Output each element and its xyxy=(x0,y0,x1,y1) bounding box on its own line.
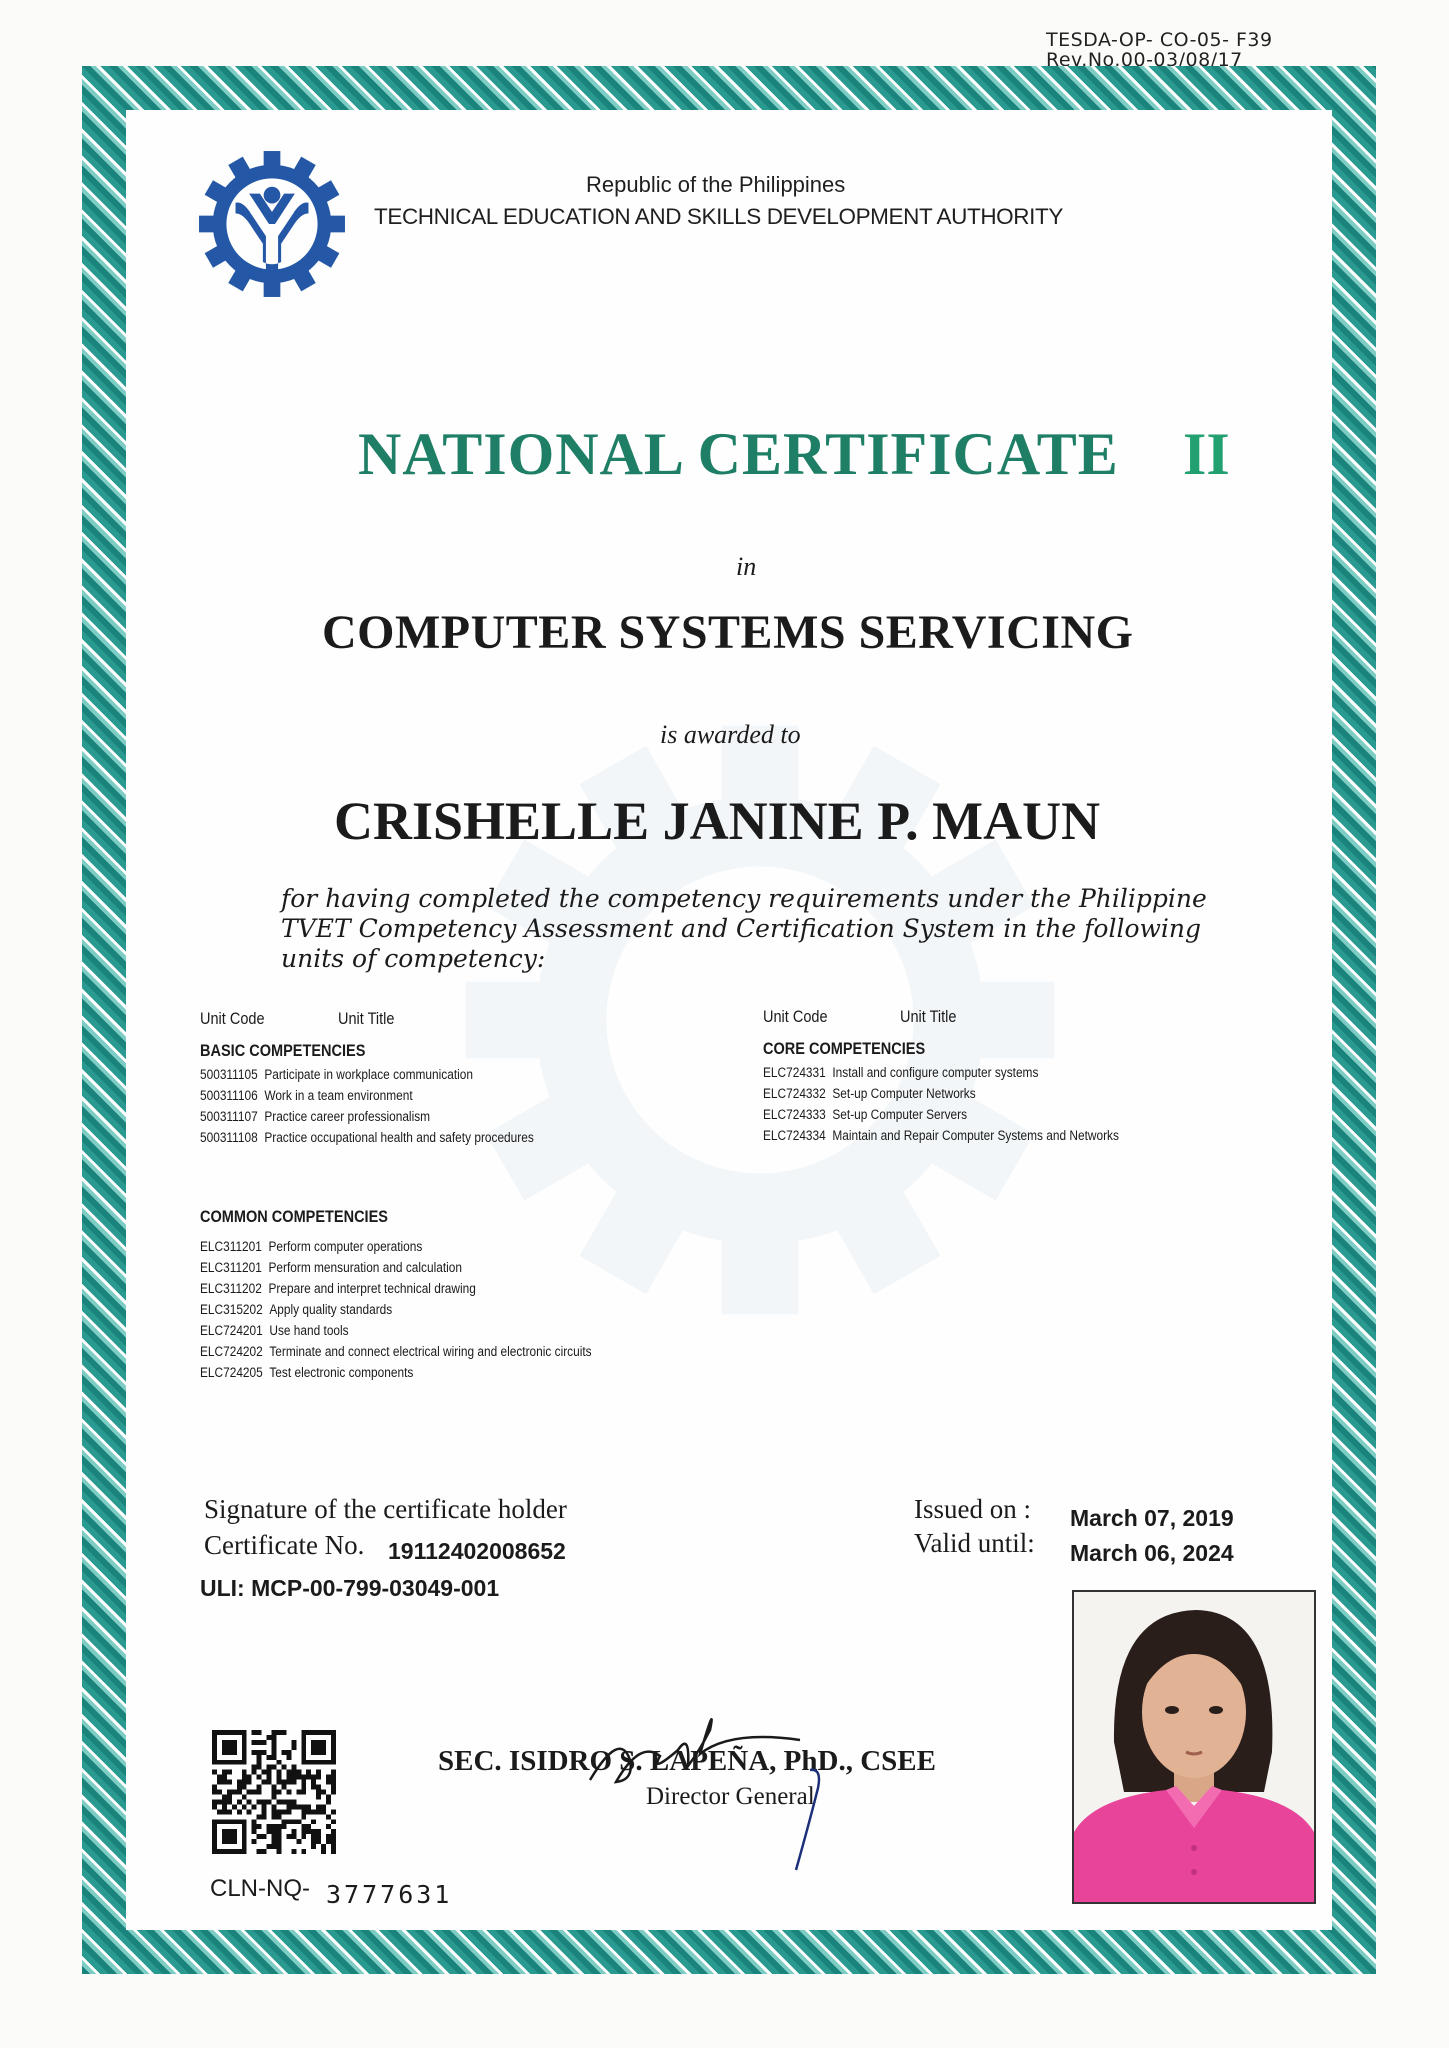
statement-line: TVET Competency Assessment and Certification System in the following xyxy=(281,914,1202,943)
list-item: ELC315202 Apply quality standards xyxy=(200,1302,393,1317)
list-item: ELC724202 Terminate and connect electrical wiring and electronic circuits xyxy=(200,1344,592,1359)
form-revision-line: Rev.No.00-03/08/17 xyxy=(1046,49,1243,71)
list-item: 500311105 Participate in workplace communication xyxy=(200,1067,473,1082)
statement-line: for having completed the competency requirements under the Philippine xyxy=(281,884,1207,913)
gear-tooth xyxy=(722,1206,799,1315)
list-item: ELC724205 Test electronic components xyxy=(200,1365,414,1380)
common-competencies-list xyxy=(200,1236,592,1383)
holder-photo xyxy=(1072,1590,1316,1904)
unit-title-header: Unit Title xyxy=(900,1008,957,1026)
certificate-title: NATIONAL CERTIFICATE xyxy=(358,421,1119,487)
list-item: ELC311202 Prepare and interpret technical drawing xyxy=(200,1281,476,1296)
valid-until-date: March 06, 2024 xyxy=(1070,1540,1234,1566)
agency-name: TECHNICAL EDUCATION AND SKILLS DEVELOPMENT AUTHORITY xyxy=(374,204,1063,229)
cln-label: CLN-NQ- xyxy=(210,1875,310,1902)
basic-competencies-list xyxy=(200,1064,534,1148)
core-competencies-heading: CORE COMPETENCIES xyxy=(763,1040,926,1058)
list-item: ELC724201 Use hand tools xyxy=(200,1323,349,1338)
qualification-title: COMPUTER SYSTEMS SERVICING xyxy=(322,606,1134,659)
unit-code-header: Unit Code xyxy=(200,1010,265,1028)
list-item: 500311107 Practice career professionalism xyxy=(200,1109,431,1124)
issued-on-date: March 07, 2019 xyxy=(1070,1505,1234,1531)
basic-competencies-heading: BASIC COMPETENCIES xyxy=(200,1042,366,1060)
form-code-line: TESDA-OP- CO-05- F39 xyxy=(1046,29,1273,51)
statement-line: units of competency: xyxy=(281,944,546,973)
common-competencies-heading: COMMON COMPETENCIES xyxy=(200,1208,388,1226)
awarded-to-text: is awarded to xyxy=(660,720,801,749)
gear-tooth xyxy=(946,982,1055,1059)
list-item: ELC311201 Perform computer operations xyxy=(200,1239,423,1254)
holder-signature-label: Signature of the certificate holder xyxy=(204,1494,567,1524)
qr-code-icon xyxy=(212,1730,336,1854)
portrait-icon xyxy=(1074,1592,1314,1902)
tesda-logo-icon xyxy=(196,148,348,300)
list-item: 500311108 Practice occupational health and safety procedures xyxy=(200,1130,534,1145)
valid-until-label: Valid until: xyxy=(914,1528,1035,1558)
unit-code-header: Unit Code xyxy=(763,1008,828,1026)
list-item: ELC724331 Install and configure computer systems xyxy=(763,1065,1039,1080)
list-item: ELC724333 Set-up Computer Servers xyxy=(763,1107,968,1122)
form-code xyxy=(1046,30,1273,70)
issued-on-label: Issued on : xyxy=(914,1494,1031,1524)
gear-tooth xyxy=(466,982,575,1059)
signatory-title: Director General xyxy=(646,1783,815,1810)
unit-title-header: Unit Title xyxy=(338,1010,395,1028)
certificate-level: II xyxy=(1183,421,1230,487)
republic-line: Republic of the Philippines xyxy=(586,172,846,197)
signatory-name: SEC. ISIDRO S. LAPEÑA, PhD., CSEE xyxy=(438,1745,936,1777)
in-word: in xyxy=(736,552,757,581)
holder-name: CRISHELLE JANINE P. MAUN xyxy=(334,791,1101,851)
list-item: ELC724334 Maintain and Repair Computer Systems and Networks xyxy=(763,1128,1119,1143)
uli-number: ULI: MCP-00-799-03049-001 xyxy=(200,1575,500,1601)
list-item: 500311106 Work in a team environment xyxy=(200,1088,413,1103)
list-item: ELC724332 Set-up Computer Networks xyxy=(763,1086,976,1101)
certificate-number: 19112402008652 xyxy=(388,1538,566,1564)
core-competencies-list xyxy=(763,1062,1119,1146)
list-item: ELC311201 Perform mensuration and calculation xyxy=(200,1260,462,1275)
signature-icon xyxy=(560,1670,970,1880)
cln-number: 3777631 xyxy=(326,1880,453,1909)
completion-statement xyxy=(281,884,1261,974)
certificate-number-label: Certificate No. xyxy=(204,1530,365,1560)
